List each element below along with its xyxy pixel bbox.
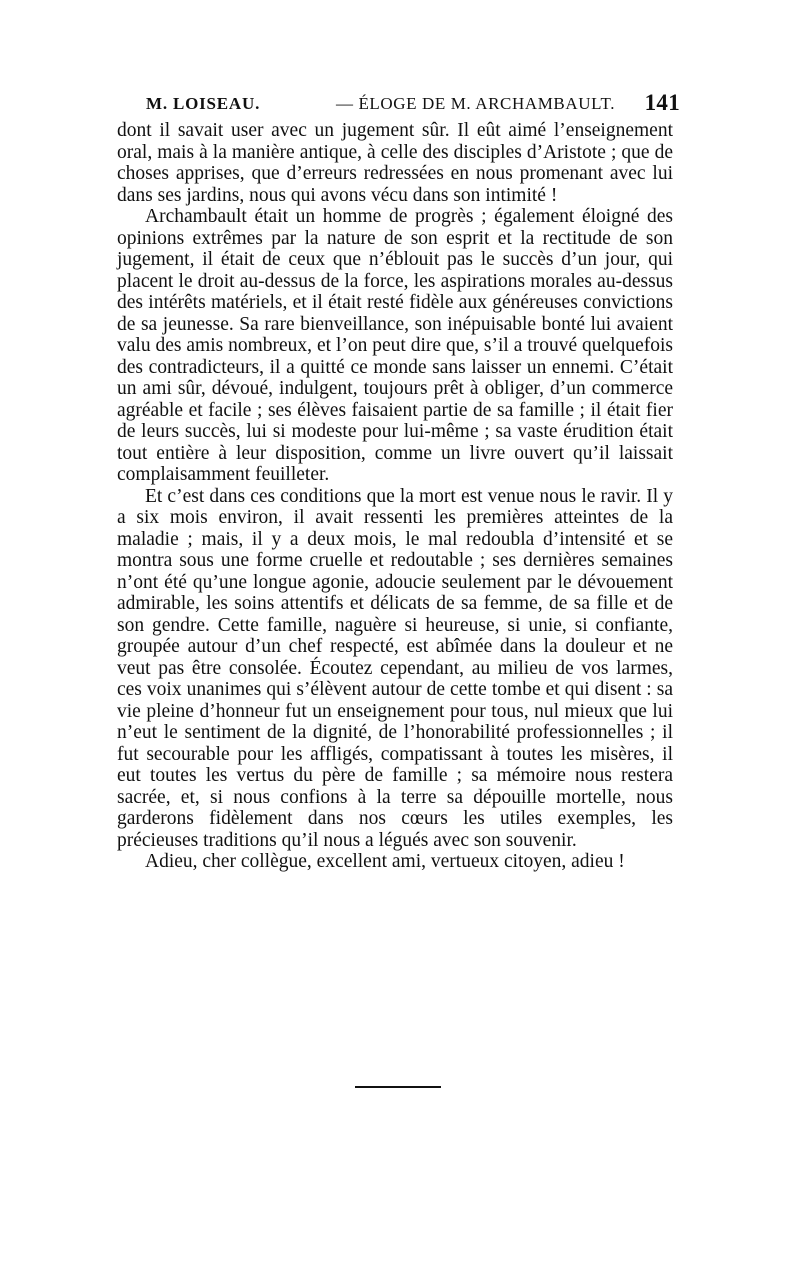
page-number: 141 xyxy=(644,90,680,115)
end-rule-divider xyxy=(355,1086,441,1088)
header-title: — ÉLOGE DE M. ARCHAMBAULT. xyxy=(336,94,616,113)
paragraph-continuation: dont il savait user avec un jugement sûr. Il eût aimé l’enseignement oral, mais à la manière antique, à celle des disciples d’Aristote ; que de choses apprises, que d’erreurs redressées en nous promenant avec lui dans ses jardins, nous qui avons vécu dans son intimité ! xyxy=(117,120,673,206)
running-header xyxy=(146,90,680,118)
header-author: M. LOISEAU. xyxy=(146,94,261,113)
paragraph-illness: Et c’est dans ces conditions que la mort est venue nous le ravir. Il y a six mois environ, il avait ressenti les premières atteintes de la maladie ; mais, il y a deux mois, le mal redoubla d’intensité et se montra sous une forme cruelle et redoutable ; ses dernières semaines n’ont été qu’une longue agonie, adoucie seulement par le dévouement admirable, les soins attentifs et délicats de sa femme, de sa fille et de son gendre. Cette famille, naguère si heureuse, si unie, si confiante, groupée autour d’un chef respecté, est abîmée dans la douleur et ne veut pas être consolée. Écoutez cependant, au milieu de vos larmes, ces voix unanimes qui s’élèvent autour de cette tombe et qui disent : sa vie pleine d’honneur fut un enseignement pour tous, nul mieux que lui n’eut le sentiment de la dignité, de l’honorabilité professionnelles ; il fut secourable pour les affligés, compatissant à toutes les misères, il eut toutes les vertus du père de famille ; sa mémoire nous restera sacrée, et, si nous confions à la terre sa dépouille mortelle, nous garderons fidèlement dans nos cœurs les utiles exemples, les précieuses traditions qu’il nous a légués avec son souvenir. xyxy=(117,485,673,851)
body-text xyxy=(117,120,673,873)
paragraph-character: Archambault était un homme de progrès ; également éloigné des opinions extrêmes par la nature de son esprit et la rectitude de son jugement, il était de ceux que n’éblouit pas le succès d’un jour, qui placent le droit au-dessus de la force, les aspirations morales au-dessus des intérêts matériels, et il était resté fidèle aux généreuses convictions de sa jeunesse. Sa rare bienveillance, son inépuisable bonté lui avaient valu des amis nombreux, et l’on peut dire que, s’il a trouvé quelquefois des contradicteurs, il a quitté ce monde sans laisser un ennemi. C’était un ami sûr, dévoué, indulgent, toujours prêt à obliger, d’un commerce agréable et facile ; ses élèves faisaient partie de sa famille ; il était fier de leurs succès, lui si modeste pour lui-même ; sa vaste érudition était tout entière à leur disposition, comme un livre ouvert qu’il laissait complaisamment feuilleter. xyxy=(117,206,673,485)
paragraph-farewell: Adieu, cher collègue, excellent ami, vertueux citoyen, adieu ! xyxy=(145,851,625,872)
